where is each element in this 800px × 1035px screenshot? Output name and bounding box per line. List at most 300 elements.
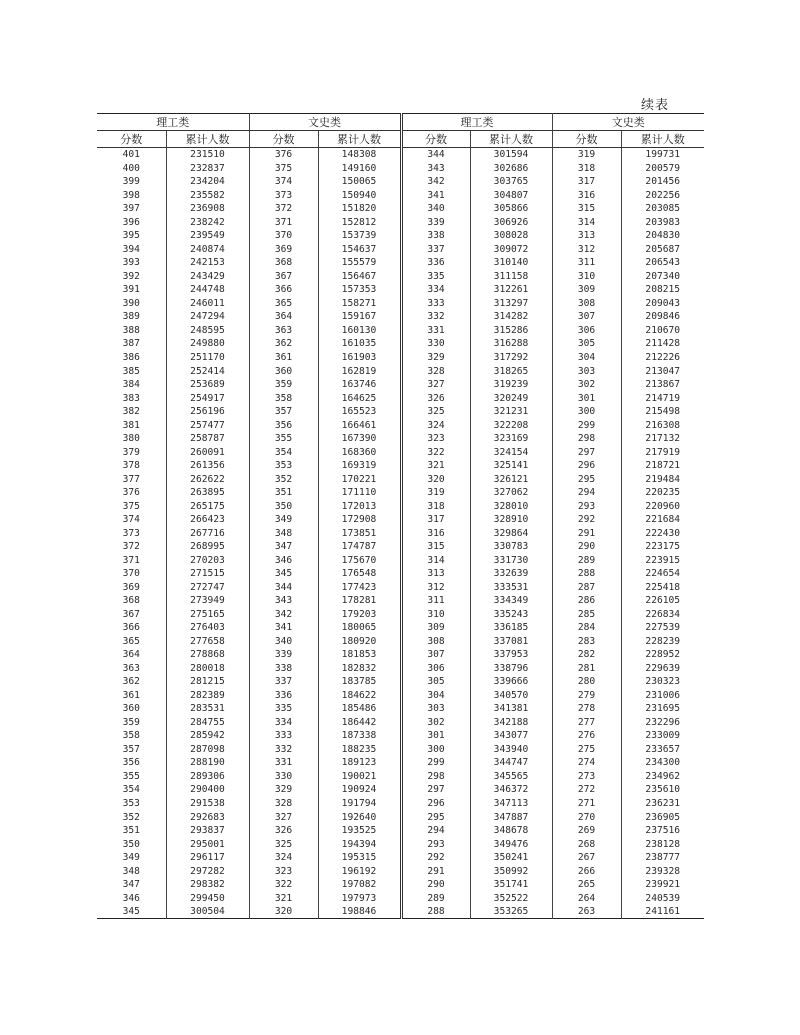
table-row — [97, 864, 704, 878]
cell-arts-score: 374 — [249, 175, 318, 189]
cell-science-cumulative: 298382 — [166, 878, 249, 892]
cell-science-score: 399 — [122, 176, 140, 188]
cell-science-score: 354 — [122, 784, 140, 796]
cell-science-score: 309 — [401, 621, 470, 635]
cell-arts-score: 279 — [552, 689, 621, 703]
cell-arts-cumulative: 199731 — [621, 148, 704, 162]
cell-arts-cumulative: 217919 — [621, 445, 704, 459]
table-row — [97, 189, 704, 203]
cell-science-score: 316 — [401, 526, 470, 540]
cell-science-score: 368 — [122, 595, 140, 607]
cell-arts-score: 314 — [552, 216, 621, 230]
cell-arts-cumulative: 203085 — [621, 202, 704, 216]
cell-arts-score: 274 — [552, 756, 621, 770]
cell-arts-cumulative: 197973 — [318, 891, 401, 905]
cell-arts-cumulative: 190021 — [318, 770, 401, 784]
cell-arts-cumulative: 212226 — [621, 351, 704, 365]
cell-science-cumulative: 300504 — [166, 905, 249, 919]
cell-arts-score: 308 — [552, 297, 621, 311]
cell-arts-cumulative: 161035 — [318, 337, 401, 351]
cell-arts-score: 324 — [249, 851, 318, 865]
cell-science-score: 364 — [122, 649, 140, 661]
cell-science-score: 334 — [401, 283, 470, 297]
cell-science-cumulative: 236908 — [166, 202, 249, 216]
cell-arts-score: 330 — [249, 770, 318, 784]
cell-arts-score: 305 — [552, 337, 621, 351]
cell-arts-cumulative: 165523 — [318, 405, 401, 419]
cell-arts-cumulative: 181853 — [318, 648, 401, 662]
cell-science-score: 383 — [122, 392, 140, 404]
cell-arts-score: 351 — [249, 486, 318, 500]
cell-arts-score: 346 — [249, 553, 318, 567]
cell-science-cumulative: 249880 — [166, 337, 249, 351]
cell-arts-score: 363 — [249, 324, 318, 338]
cell-science-score: 342 — [401, 175, 470, 189]
cell-arts-cumulative: 205687 — [621, 243, 704, 257]
cell-science-score: 379 — [122, 446, 140, 458]
cell-arts-cumulative: 228952 — [621, 648, 704, 662]
cell-science-score: 289 — [401, 891, 470, 905]
cell-science-score: 400 — [122, 162, 140, 174]
cell-science-score: 369 — [122, 581, 140, 593]
cell-arts-score: 341 — [249, 621, 318, 635]
cell-science-cumulative: 331730 — [470, 553, 552, 567]
cell-arts-score: 326 — [249, 824, 318, 838]
cell-arts-score: 347 — [249, 540, 318, 554]
cell-arts-cumulative: 193525 — [318, 824, 401, 838]
cell-arts-score: 352 — [249, 472, 318, 486]
cell-arts-score: 373 — [249, 189, 318, 203]
cell-science-cumulative: 306926 — [470, 216, 552, 230]
table-row — [97, 229, 704, 243]
cell-arts-cumulative: 160130 — [318, 324, 401, 338]
cell-arts-score: 285 — [552, 608, 621, 622]
cell-science-score: 345 — [122, 906, 140, 918]
cell-science-score: 398 — [122, 189, 140, 201]
cell-science-score: 304 — [401, 689, 470, 703]
table-row — [97, 608, 704, 622]
cell-science-score: 375 — [122, 500, 140, 512]
cell-arts-score: 329 — [249, 783, 318, 797]
cell-arts-score: 368 — [249, 256, 318, 270]
cell-arts-score: 288 — [552, 567, 621, 581]
cell-arts-score: 282 — [552, 648, 621, 662]
cell-science-score: 389 — [122, 311, 140, 323]
cell-science-score: 390 — [122, 297, 140, 309]
cell-arts-cumulative: 197082 — [318, 878, 401, 892]
table-row — [97, 364, 704, 378]
cell-science-score: 320 — [401, 472, 470, 486]
cell-science-cumulative: 244748 — [166, 283, 249, 297]
table-row — [97, 283, 704, 297]
table-row — [97, 297, 704, 311]
cell-science-score: 296 — [401, 797, 470, 811]
cell-science-cumulative: 291538 — [166, 797, 249, 811]
cell-arts-cumulative: 187338 — [318, 729, 401, 743]
sub-header-row — [97, 131, 704, 148]
cell-arts-cumulative: 232296 — [621, 716, 704, 730]
cell-science-score: 355 — [122, 770, 140, 782]
cell-science-cumulative: 248595 — [166, 324, 249, 338]
cell-arts-score: 367 — [249, 270, 318, 284]
cell-science-score: 352 — [122, 811, 140, 823]
table-row — [97, 418, 704, 432]
cell-arts-score: 353 — [249, 459, 318, 473]
sub-header-cumulative: 累计人数 — [166, 131, 249, 148]
continued-table-label: 续表 — [641, 98, 670, 113]
cell-science-score: 384 — [122, 379, 140, 391]
cell-science-score: 297 — [401, 783, 470, 797]
cell-science-cumulative: 301594 — [470, 148, 552, 162]
cell-arts-cumulative: 186442 — [318, 716, 401, 730]
sub-header-cumulative: 累计人数 — [470, 131, 552, 148]
cell-arts-score: 327 — [249, 810, 318, 824]
cell-science-cumulative: 348678 — [470, 824, 552, 838]
cell-arts-score: 335 — [249, 702, 318, 716]
cell-science-score: 349 — [122, 852, 140, 864]
cell-arts-cumulative: 222430 — [621, 526, 704, 540]
cell-science-cumulative: 304807 — [470, 189, 552, 203]
cell-science-score: 319 — [401, 486, 470, 500]
cell-arts-cumulative: 171110 — [318, 486, 401, 500]
cell-arts-cumulative: 156467 — [318, 270, 401, 284]
cell-arts-score: 293 — [552, 499, 621, 513]
cell-arts-score: 376 — [249, 148, 318, 162]
cell-arts-score: 321 — [249, 891, 318, 905]
cell-science-cumulative: 247294 — [166, 310, 249, 324]
cell-science-cumulative: 343940 — [470, 743, 552, 757]
cell-arts-score: 296 — [552, 459, 621, 473]
cell-arts-score: 284 — [552, 621, 621, 635]
cell-science-cumulative: 337081 — [470, 635, 552, 649]
cell-science-cumulative: 351741 — [470, 878, 552, 892]
cell-arts-score: 354 — [249, 445, 318, 459]
cell-arts-cumulative: 227539 — [621, 621, 704, 635]
table-row — [97, 905, 704, 919]
cell-science-score: 358 — [122, 730, 140, 742]
sub-header-score: 分数 — [97, 131, 166, 148]
cell-science-cumulative: 252414 — [166, 364, 249, 378]
cell-science-score: 343 — [401, 162, 470, 176]
cell-science-score: 326 — [401, 391, 470, 405]
cell-arts-cumulative: 231006 — [621, 689, 704, 703]
cell-arts-score: 320 — [249, 905, 318, 919]
group-header-science-1: 理工类 — [97, 114, 249, 131]
table-row — [97, 405, 704, 419]
cell-arts-cumulative: 215498 — [621, 405, 704, 419]
cell-arts-score: 297 — [552, 445, 621, 459]
cell-arts-score: 358 — [249, 391, 318, 405]
cell-science-score: 387 — [122, 338, 140, 350]
cell-science-cumulative: 339666 — [470, 675, 552, 689]
cell-science-cumulative: 246011 — [166, 297, 249, 311]
cell-science-cumulative: 261356 — [166, 459, 249, 473]
table-row — [97, 459, 704, 473]
cell-arts-score: 331 — [249, 756, 318, 770]
cell-science-cumulative: 320249 — [470, 391, 552, 405]
cell-science-score: 292 — [401, 851, 470, 865]
cell-arts-cumulative: 198846 — [318, 905, 401, 919]
cell-science-cumulative: 343077 — [470, 729, 552, 743]
cell-arts-score: 303 — [552, 364, 621, 378]
cell-arts-score: 271 — [552, 797, 621, 811]
cell-science-cumulative: 260091 — [166, 445, 249, 459]
cell-science-score: 344 — [401, 148, 470, 162]
cell-science-score: 392 — [122, 270, 140, 282]
cell-science-score: 373 — [122, 527, 140, 539]
cell-science-cumulative: 347887 — [470, 810, 552, 824]
cell-arts-cumulative: 233009 — [621, 729, 704, 743]
table-row — [97, 378, 704, 392]
group-header-arts-2: 文史类 — [552, 114, 704, 131]
cell-science-cumulative: 336185 — [470, 621, 552, 635]
cell-arts-score: 362 — [249, 337, 318, 351]
cell-arts-score: 312 — [552, 243, 621, 257]
cell-science-cumulative: 282389 — [166, 689, 249, 703]
cell-science-cumulative: 321231 — [470, 405, 552, 419]
cell-arts-score: 310 — [552, 270, 621, 284]
cell-arts-cumulative: 221684 — [621, 513, 704, 527]
table-row — [97, 324, 704, 338]
table-row — [97, 662, 704, 676]
cell-science-score: 393 — [122, 257, 140, 269]
cell-science-score: 360 — [122, 703, 140, 715]
cell-arts-cumulative: 172013 — [318, 499, 401, 513]
table-row — [97, 756, 704, 770]
cell-arts-cumulative: 178281 — [318, 594, 401, 608]
cell-arts-score: 281 — [552, 662, 621, 676]
cell-science-score: 303 — [401, 702, 470, 716]
cell-arts-score: 267 — [552, 851, 621, 865]
cell-science-score: 391 — [122, 284, 140, 296]
cell-science-score: 305 — [401, 675, 470, 689]
cell-science-score: 336 — [401, 256, 470, 270]
cell-arts-cumulative: 206543 — [621, 256, 704, 270]
cell-arts-cumulative: 203983 — [621, 216, 704, 230]
cell-science-score: 337 — [401, 243, 470, 257]
cell-arts-cumulative: 172908 — [318, 513, 401, 527]
cell-arts-cumulative: 220960 — [621, 499, 704, 513]
cell-science-cumulative: 268995 — [166, 540, 249, 554]
cell-arts-score: 268 — [552, 837, 621, 851]
cell-arts-cumulative: 207340 — [621, 270, 704, 284]
cell-arts-cumulative: 180065 — [318, 621, 401, 635]
cell-arts-score: 269 — [552, 824, 621, 838]
cell-science-cumulative: 347113 — [470, 797, 552, 811]
cell-science-score: 311 — [401, 594, 470, 608]
cell-science-score: 380 — [122, 433, 140, 445]
cell-science-cumulative: 285942 — [166, 729, 249, 743]
cell-arts-score: 302 — [552, 378, 621, 392]
table-row — [97, 256, 704, 270]
cell-arts-cumulative: 149160 — [318, 162, 401, 176]
cell-science-score: 312 — [401, 581, 470, 595]
cell-science-cumulative: 318265 — [470, 364, 552, 378]
cell-arts-score: 334 — [249, 716, 318, 730]
cell-arts-score: 306 — [552, 324, 621, 338]
table-row — [97, 472, 704, 486]
cell-arts-score: 360 — [249, 364, 318, 378]
cell-science-cumulative: 231510 — [166, 148, 249, 162]
table-row — [97, 553, 704, 567]
cell-science-score: 346 — [122, 892, 140, 904]
group-header-science-2: 理工类 — [401, 114, 552, 131]
cell-arts-cumulative: 229639 — [621, 662, 704, 676]
table-row — [97, 891, 704, 905]
table-row — [97, 743, 704, 757]
sub-header-cumulative: 累计人数 — [621, 131, 704, 148]
cell-arts-score: 291 — [552, 526, 621, 540]
cell-arts-cumulative: 195315 — [318, 851, 401, 865]
cell-science-score: 325 — [401, 405, 470, 419]
cell-arts-cumulative: 180920 — [318, 635, 401, 649]
cell-science-cumulative: 329864 — [470, 526, 552, 540]
cell-arts-cumulative: 179203 — [318, 608, 401, 622]
table-row — [97, 689, 704, 703]
cell-science-cumulative: 312261 — [470, 283, 552, 297]
cell-science-cumulative: 293837 — [166, 824, 249, 838]
cell-arts-cumulative: 225418 — [621, 581, 704, 595]
cell-science-cumulative: 346372 — [470, 783, 552, 797]
cell-science-cumulative: 267716 — [166, 526, 249, 540]
cell-arts-cumulative: 162819 — [318, 364, 401, 378]
cell-science-score: 293 — [401, 837, 470, 851]
table-row — [97, 540, 704, 554]
cell-arts-cumulative: 161903 — [318, 351, 401, 365]
cell-arts-score: 356 — [249, 418, 318, 432]
cell-arts-score: 372 — [249, 202, 318, 216]
cell-science-cumulative: 308028 — [470, 229, 552, 243]
cell-science-score: 332 — [401, 310, 470, 324]
cell-arts-score: 298 — [552, 432, 621, 446]
cell-science-cumulative: 322208 — [470, 418, 552, 432]
cell-science-score: 302 — [401, 716, 470, 730]
cell-arts-cumulative: 148308 — [318, 148, 401, 162]
table-row — [97, 391, 704, 405]
cell-science-score: 381 — [122, 419, 140, 431]
table-row — [97, 594, 704, 608]
cell-arts-cumulative: 218721 — [621, 459, 704, 473]
cell-science-cumulative: 281215 — [166, 675, 249, 689]
cell-arts-score: 278 — [552, 702, 621, 716]
cell-science-score: 330 — [401, 337, 470, 351]
cell-science-cumulative: 350992 — [470, 864, 552, 878]
cell-arts-cumulative: 188235 — [318, 743, 401, 757]
cell-science-score: 318 — [401, 499, 470, 513]
table-row — [97, 486, 704, 500]
cell-science-score: 306 — [401, 662, 470, 676]
cell-arts-cumulative: 213867 — [621, 378, 704, 392]
cell-arts-score: 322 — [249, 878, 318, 892]
cell-science-cumulative: 353265 — [470, 905, 552, 919]
cell-arts-score: 340 — [249, 635, 318, 649]
cell-science-cumulative: 349476 — [470, 837, 552, 851]
cell-science-cumulative: 295001 — [166, 837, 249, 851]
table-row — [97, 432, 704, 446]
cell-science-score: 370 — [122, 568, 140, 580]
cell-science-score: 351 — [122, 825, 140, 837]
cell-science-cumulative: 327062 — [470, 486, 552, 500]
cell-science-score: 298 — [401, 770, 470, 784]
cell-science-score: 356 — [122, 757, 140, 769]
cell-arts-score: 266 — [552, 864, 621, 878]
cell-science-score: 300 — [401, 743, 470, 757]
cell-arts-score: 319 — [552, 148, 621, 162]
cell-science-score: 350 — [122, 838, 140, 850]
cell-science-score: 290 — [401, 878, 470, 892]
cell-science-score: 365 — [122, 635, 140, 647]
cell-science-score: 317 — [401, 513, 470, 527]
cell-science-score: 397 — [122, 203, 140, 215]
cell-science-cumulative: 302686 — [470, 162, 552, 176]
cell-science-score: 357 — [122, 743, 140, 755]
table-row — [97, 810, 704, 824]
cell-arts-score: 301 — [552, 391, 621, 405]
cell-science-cumulative: 338796 — [470, 662, 552, 676]
table-row — [97, 729, 704, 743]
cell-arts-cumulative: 226105 — [621, 594, 704, 608]
cell-science-score: 394 — [122, 243, 140, 255]
cell-arts-score: 272 — [552, 783, 621, 797]
cell-science-cumulative: 253689 — [166, 378, 249, 392]
cell-arts-cumulative: 159167 — [318, 310, 401, 324]
cell-arts-score: 263 — [552, 905, 621, 919]
cell-science-score: 367 — [122, 608, 140, 620]
table-row — [97, 851, 704, 865]
cell-arts-score: 287 — [552, 581, 621, 595]
cell-arts-cumulative: 213047 — [621, 364, 704, 378]
cell-science-score: 361 — [122, 689, 140, 701]
cell-science-cumulative: 297282 — [166, 864, 249, 878]
cell-arts-cumulative: 239328 — [621, 864, 704, 878]
cell-arts-score: 325 — [249, 837, 318, 851]
group-header-row — [97, 114, 704, 131]
cell-science-score: 385 — [122, 365, 140, 377]
cell-arts-score: 265 — [552, 878, 621, 892]
table-row — [97, 824, 704, 838]
cell-science-cumulative: 263895 — [166, 486, 249, 500]
cell-arts-score: 316 — [552, 189, 621, 203]
cell-arts-cumulative: 150065 — [318, 175, 401, 189]
cell-arts-cumulative: 236905 — [621, 810, 704, 824]
cell-arts-cumulative: 190924 — [318, 783, 401, 797]
cell-arts-score: 338 — [249, 662, 318, 676]
cell-science-score: 333 — [401, 297, 470, 311]
cell-science-score: 291 — [401, 864, 470, 878]
cell-science-score: 359 — [122, 716, 140, 728]
cell-science-score: 308 — [401, 635, 470, 649]
cell-arts-cumulative: 208215 — [621, 283, 704, 297]
cell-arts-score: 370 — [249, 229, 318, 243]
cell-arts-cumulative: 231695 — [621, 702, 704, 716]
cell-arts-score: 295 — [552, 472, 621, 486]
cell-arts-score: 355 — [249, 432, 318, 446]
cell-science-cumulative: 352522 — [470, 891, 552, 905]
cell-science-score: 338 — [401, 229, 470, 243]
cell-science-cumulative: 332639 — [470, 567, 552, 581]
cell-science-cumulative: 313297 — [470, 297, 552, 311]
cell-science-cumulative: 280018 — [166, 662, 249, 676]
cell-science-score: 313 — [401, 567, 470, 581]
cell-science-score: 327 — [401, 378, 470, 392]
cell-arts-cumulative: 239921 — [621, 878, 704, 892]
cell-arts-cumulative: 209043 — [621, 297, 704, 311]
cell-science-cumulative: 305866 — [470, 202, 552, 216]
cell-arts-score: 283 — [552, 635, 621, 649]
table-row — [97, 567, 704, 581]
cell-arts-cumulative: 217132 — [621, 432, 704, 446]
cell-science-cumulative: 324154 — [470, 445, 552, 459]
